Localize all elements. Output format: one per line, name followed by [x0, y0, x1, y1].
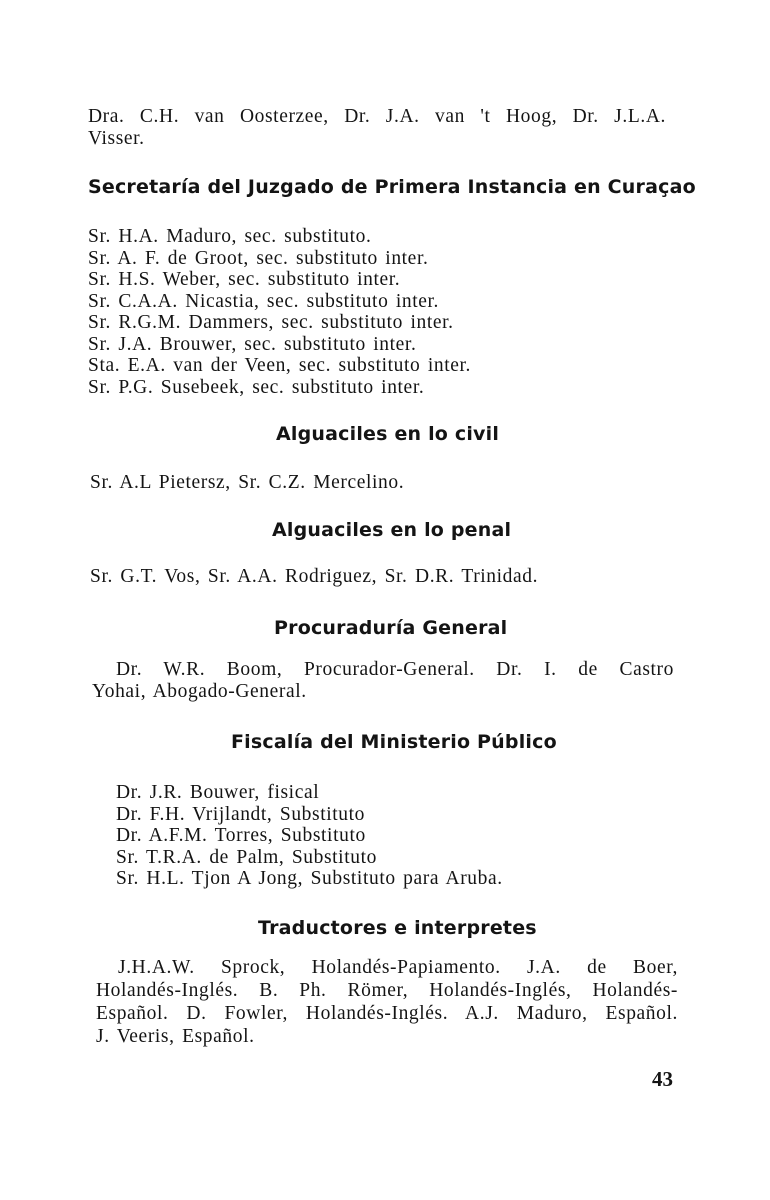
- text-line: Visser.: [88, 127, 145, 149]
- list-item: Sr. H.L. Tjon A Jong, Substituto para Aruba.: [116, 868, 503, 889]
- section-heading-alguaciles-penal: Alguaciles en lo penal: [272, 519, 512, 541]
- list-item: Dr. F.H. Vrijlandt, Substituto: [116, 803, 365, 825]
- text-line: J. Veeris, Español.: [96, 1026, 255, 1047]
- section-heading-alguaciles-civil: Alguaciles en lo civil: [276, 423, 500, 445]
- secretaria-list: [88, 226, 471, 398]
- list-item: Sta. E.A. van der Veen, sec. substituto inter.: [88, 355, 471, 376]
- list-item: Sr. C.A.A. Nicastia, sec. substituto inter.: [88, 290, 440, 312]
- text-line: Sr. A.L Pietersz, Sr. C.Z. Mercelino.: [90, 472, 405, 493]
- intro-paragraph: [88, 106, 666, 149]
- alguaciles-penal-paragraph: [90, 566, 538, 588]
- text-line: Holandés-Inglés. B. Ph. Römer, Holandés-Inglés, Holandés-: [96, 980, 678, 1001]
- text-line: Español. D. Fowler, Holandés-Inglés. A.J. Maduro, Español.: [96, 1003, 678, 1024]
- procuraduria-paragraph: [92, 659, 674, 702]
- traductores-paragraph: [96, 956, 678, 1048]
- list-item: Sr. R.G.M. Dammers, sec. substituto inter.: [88, 312, 454, 333]
- section-heading-secretaria: Secretaría del Juzgado de Primera Instancia en Curaçao: [88, 176, 696, 198]
- list-item: Sr. T.R.A. de Palm, Substituto: [116, 846, 377, 868]
- text-line: Dra. C.H. van Oosterzee, Dr. J.A. van 't Hoog, Dr. J.L.A.: [88, 106, 666, 127]
- text-line: Yohai, Abogado-General.: [92, 680, 307, 702]
- list-item: Dr. J.R. Bouwer, fisical: [116, 782, 320, 803]
- fiscalia-list: [116, 782, 503, 890]
- list-item: Sr. H.S. Weber, sec. substituto inter.: [88, 269, 401, 290]
- text-line: J.H.A.W. Sprock, Holandés-Papiamento. J.A. de Boer,: [118, 957, 678, 978]
- list-item: Sr. J.A. Brouwer, sec. substituto inter.: [88, 333, 417, 355]
- list-item: Sr. H.A. Maduro, sec. substituto.: [88, 226, 372, 247]
- section-heading-traductores: Traductores e interpretes: [258, 917, 537, 939]
- alguaciles-civil-paragraph: [90, 472, 404, 494]
- section-heading-fiscalia: Fiscalía del Ministerio Público: [231, 731, 557, 753]
- text-line: Sr. G.T. Vos, Sr. A.A. Rodriguez, Sr. D.R. Trinidad.: [90, 566, 539, 587]
- list-item: Sr. A. F. de Groot, sec. substituto inter.: [88, 247, 429, 269]
- section-heading-procuraduria: Procuraduría General: [274, 617, 508, 639]
- page-number: 43: [652, 1067, 673, 1091]
- list-item: Sr. P.G. Susebeek, sec. substituto inter.: [88, 376, 425, 398]
- text-line: Dr. W.R. Boom, Procurador-General. Dr. I. de Castro: [116, 659, 674, 680]
- list-item: Dr. A.F.M. Torres, Substituto: [116, 825, 366, 846]
